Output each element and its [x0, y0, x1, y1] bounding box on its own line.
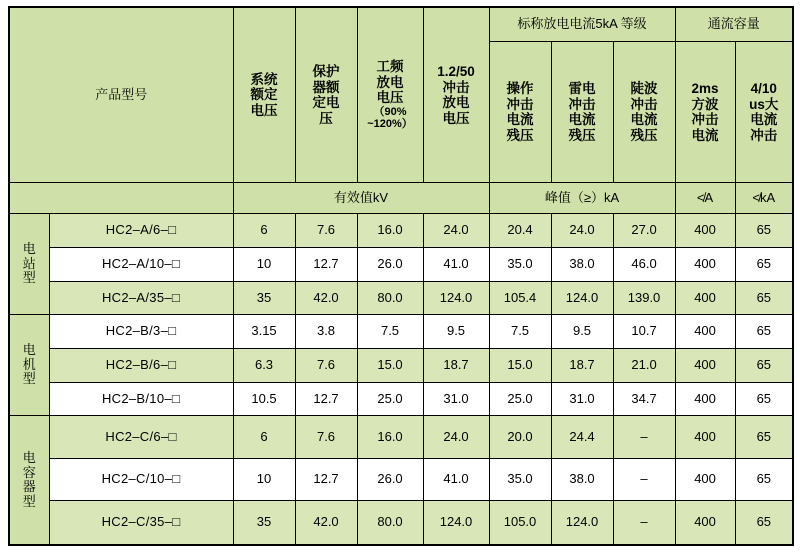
cell-value: 65	[735, 315, 793, 349]
cell-value: 24.4	[551, 416, 613, 459]
hdr-line: 定电	[312, 95, 340, 111]
col-header-steep-wave-residual-voltage	[613, 42, 675, 183]
cell-value: 24.0	[423, 416, 489, 459]
table-row	[9, 382, 793, 416]
cell-value: 26.0	[357, 247, 423, 281]
cell-value: 105.0	[489, 501, 551, 545]
hdr-line: 冲击	[691, 112, 719, 128]
cell-value: 35.0	[489, 247, 551, 281]
cell-value: 139.0	[613, 281, 675, 315]
cell-value: 25.0	[489, 382, 551, 416]
cell-value: 10	[233, 458, 295, 501]
cell-value: 65	[735, 416, 793, 459]
cell-value: 15.0	[489, 348, 551, 382]
cell-model: HC2–B/6–□	[49, 348, 233, 382]
cell-value: 6	[233, 416, 295, 459]
cell-value: 7.5	[489, 315, 551, 349]
group-header-capacity: 通流容量	[675, 7, 793, 42]
cell-value: 20.4	[489, 214, 551, 248]
cell-value: 7.6	[295, 416, 357, 459]
hdr-line: 电压	[376, 90, 404, 106]
hdr-line: 系统	[250, 71, 278, 87]
table-row	[9, 348, 793, 382]
cell-model: HC2–A/35–□	[49, 281, 233, 315]
col-header-power-frequency-discharge-voltage	[357, 7, 423, 183]
cell-value: 34.7	[613, 382, 675, 416]
hdr-line: 2ms	[691, 81, 719, 97]
unit-rms-kv: 有效值kV	[233, 183, 489, 214]
hdr-line: 电压	[442, 110, 470, 126]
cell-value: 65	[735, 458, 793, 501]
hdr-line: 电流	[691, 127, 719, 143]
group-label-line: 器	[22, 479, 36, 495]
cell-value: 18.7	[551, 348, 613, 382]
cell-value: 400	[675, 382, 735, 416]
cell-value: 38.0	[551, 247, 613, 281]
group-label-line: 型	[22, 493, 36, 509]
hdr-line: 陡波	[630, 81, 658, 97]
cell-value: 31.0	[551, 382, 613, 416]
cell-value: 24.0	[551, 214, 613, 248]
cell-value: 400	[675, 416, 735, 459]
hdr-line: 方波	[691, 96, 719, 112]
cell-value: 400	[675, 214, 735, 248]
group-label-capacitor-type	[9, 416, 49, 545]
cell-value: 16.0	[357, 214, 423, 248]
hdr-line: 1.2/50	[437, 64, 475, 80]
header-row-top	[9, 7, 793, 42]
hdr-line: ~120%）	[367, 118, 413, 131]
units-spacer	[9, 183, 233, 214]
cell-value: 6	[233, 214, 295, 248]
col-header-square-wave-current	[675, 42, 735, 183]
unit-peak-ka: 峰值（≥）kA	[489, 183, 675, 214]
cell-value: 38.0	[551, 458, 613, 501]
col-header-impulse-discharge-voltage	[423, 7, 489, 183]
hdr-line: 雷电	[568, 81, 596, 97]
hdr-line: 放电	[376, 74, 404, 90]
hdr-line: 电压	[250, 102, 278, 118]
cell-value: 65	[735, 247, 793, 281]
group-label-line: 机	[22, 356, 36, 372]
cell-value: 42.0	[295, 501, 357, 545]
cell-value: 10.7	[613, 315, 675, 349]
hdr-line: 冲击	[630, 96, 658, 112]
hdr-line: 保护	[312, 64, 340, 80]
cell-value: 400	[675, 501, 735, 545]
table-row	[9, 501, 793, 545]
cell-value: 65	[735, 281, 793, 315]
hdr-line: 残压	[506, 127, 534, 143]
cell-value: –	[613, 458, 675, 501]
cell-value: 6.3	[233, 348, 295, 382]
group-label-line: 电	[22, 342, 36, 358]
cell-value: 41.0	[423, 458, 489, 501]
hdr-line: 冲击	[442, 79, 470, 95]
cell-model: HC2–B/3–□	[49, 315, 233, 349]
col-header-high-current-impulse	[735, 42, 793, 183]
cell-value: 3.8	[295, 315, 357, 349]
specification-table	[8, 6, 794, 546]
hdr-line: 工频	[376, 59, 404, 75]
cell-value: 27.0	[613, 214, 675, 248]
cell-value: 400	[675, 315, 735, 349]
col-header-lightning-impulse-residual-voltage	[551, 42, 613, 183]
group-label-line: 型	[22, 371, 36, 387]
cell-model: HC2–C/10–□	[49, 458, 233, 501]
cell-value: 9.5	[423, 315, 489, 349]
table-row	[9, 315, 793, 349]
cell-value: 7.6	[295, 348, 357, 382]
hdr-line: us大	[749, 96, 779, 112]
cell-model: HC2–B/10–□	[49, 382, 233, 416]
hdr-line: 冲击	[750, 127, 778, 143]
hdr-line: 放电	[442, 95, 470, 111]
cell-value: 46.0	[613, 247, 675, 281]
cell-model: HC2–A/10–□	[49, 247, 233, 281]
group-label-line: 电	[22, 241, 36, 257]
cell-value: 20.0	[489, 416, 551, 459]
cell-value: 65	[735, 382, 793, 416]
hdr-line: 器额	[312, 79, 340, 95]
cell-value: 12.7	[295, 382, 357, 416]
hdr-line: 压	[319, 110, 333, 126]
cell-value: 12.7	[295, 458, 357, 501]
group-label-station-type	[9, 214, 49, 315]
cell-value: 124.0	[551, 281, 613, 315]
cell-value: 35.0	[489, 458, 551, 501]
cell-value: 21.0	[613, 348, 675, 382]
cell-value: –	[613, 501, 675, 545]
cell-value: –	[613, 416, 675, 459]
cell-value: 16.0	[357, 416, 423, 459]
hdr-line: 冲击	[506, 96, 534, 112]
cell-value: 400	[675, 348, 735, 382]
cell-value: 124.0	[551, 501, 613, 545]
hdr-line: 4/10	[750, 81, 777, 97]
hdr-line: 电流	[506, 112, 534, 128]
group-header-discharge-class: 标称放电电流5kA 等级	[489, 7, 675, 42]
unit-amperes: ≮A	[675, 183, 735, 214]
hdr-line: 额定	[250, 87, 278, 103]
cell-model: HC2–C/6–□	[49, 416, 233, 459]
table-row	[9, 247, 793, 281]
cell-value: 7.5	[357, 315, 423, 349]
cell-value: 15.0	[357, 348, 423, 382]
cell-value: 12.7	[295, 247, 357, 281]
cell-value: 65	[735, 214, 793, 248]
product-model-header: 产品型号	[9, 7, 233, 183]
cell-value: 400	[675, 281, 735, 315]
cell-model: HC2–A/6–□	[49, 214, 233, 248]
group-label-line: 站	[22, 255, 36, 271]
hdr-line: 操作	[506, 81, 534, 97]
col-header-system-rated-voltage	[233, 7, 295, 183]
hdr-line: 电流	[630, 112, 658, 128]
cell-value: 31.0	[423, 382, 489, 416]
table-row	[9, 416, 793, 459]
hdr-line: 电流	[750, 112, 778, 128]
cell-value: 41.0	[423, 247, 489, 281]
cell-value: 10.5	[233, 382, 295, 416]
group-label-motor-type	[9, 315, 49, 416]
col-header-protector-rated-voltage	[295, 7, 357, 183]
cell-value: 35	[233, 281, 295, 315]
hdr-line: （90%	[373, 105, 407, 118]
hdr-line: 残压	[630, 127, 658, 143]
cell-value: 65	[735, 501, 793, 545]
cell-value: 24.0	[423, 214, 489, 248]
group-label-line: 容	[22, 464, 36, 480]
cell-value: 7.6	[295, 214, 357, 248]
cell-value: 3.15	[233, 315, 295, 349]
cell-value: 35	[233, 501, 295, 545]
cell-value: 105.4	[489, 281, 551, 315]
cell-value: 18.7	[423, 348, 489, 382]
cell-value: 80.0	[357, 281, 423, 315]
table-row	[9, 458, 793, 501]
cell-value: 80.0	[357, 501, 423, 545]
hdr-line: 残压	[568, 127, 596, 143]
hdr-line: 冲击	[568, 96, 596, 112]
table-row	[9, 214, 793, 248]
col-header-switching-impulse-residual-voltage	[489, 42, 551, 183]
cell-value: 400	[675, 247, 735, 281]
group-label-line: 型	[22, 270, 36, 286]
cell-value: 10	[233, 247, 295, 281]
cell-value: 400	[675, 458, 735, 501]
cell-value: 42.0	[295, 281, 357, 315]
cell-value: 124.0	[423, 501, 489, 545]
units-row	[9, 183, 793, 214]
cell-value: 25.0	[357, 382, 423, 416]
table-row	[9, 281, 793, 315]
cell-model: HC2–C/35–□	[49, 501, 233, 545]
hdr-line: 电流	[568, 112, 596, 128]
cell-value: 124.0	[423, 281, 489, 315]
cell-value: 9.5	[551, 315, 613, 349]
cell-value: 26.0	[357, 458, 423, 501]
group-label-line: 电	[22, 450, 36, 465]
unit-kiloamperes: ≮kA	[735, 183, 793, 214]
cell-value: 65	[735, 348, 793, 382]
